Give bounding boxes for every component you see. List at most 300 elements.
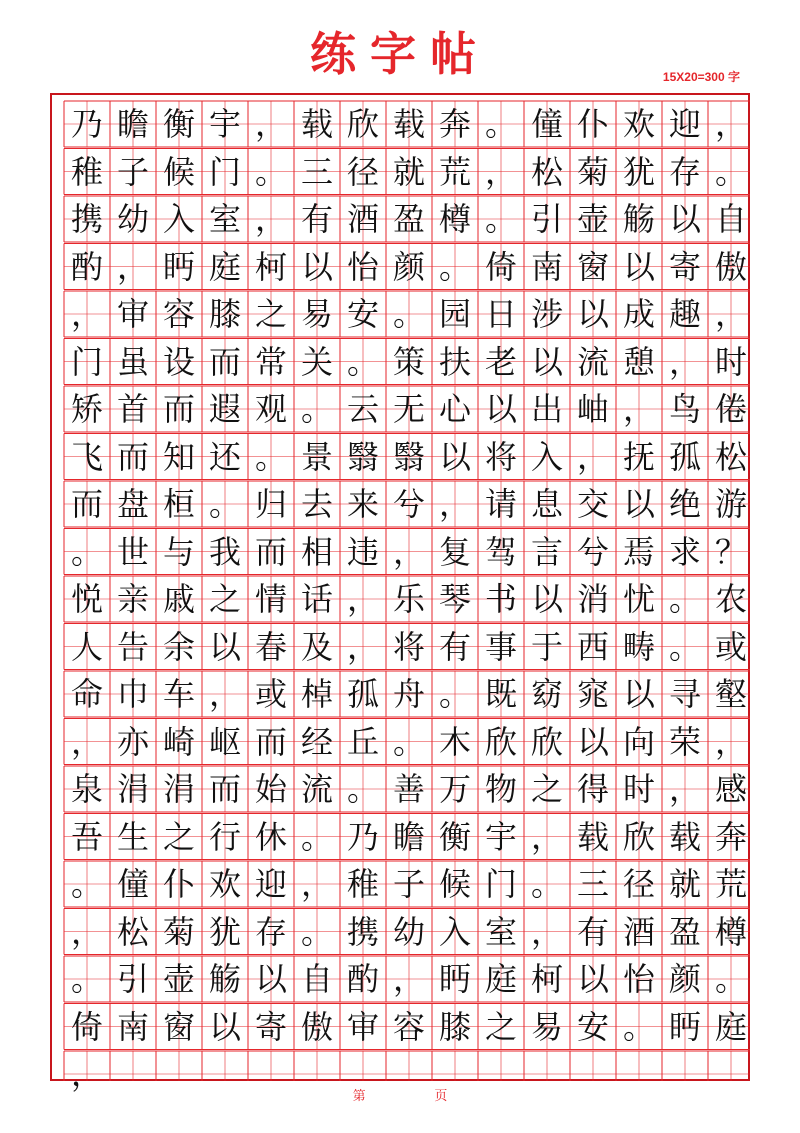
grid-character: 庭 — [484, 960, 517, 998]
grid-character: 入 — [438, 912, 471, 951]
grid-character: 入 — [530, 437, 563, 476]
grid-character: 倚 — [70, 1007, 103, 1046]
grid-character: 及 — [300, 627, 333, 666]
grid-character: 。 — [484, 105, 517, 143]
grid-character: 于 — [530, 627, 563, 666]
grid-character: ， — [668, 770, 701, 808]
grid-character: 盈 — [668, 912, 701, 951]
grid-character: 棹 — [300, 675, 333, 713]
grid-character: 觞 — [208, 960, 241, 998]
grid-character: 感 — [714, 770, 747, 808]
grid-character: 载 — [576, 817, 609, 856]
page-label-right: 页 — [434, 1089, 448, 1104]
grid-character: 安 — [576, 1007, 609, 1046]
grid-character: 瞻 — [116, 105, 149, 143]
grid-character: 焉 — [622, 532, 655, 571]
page-footer — [0, 1085, 800, 1104]
grid-character: 虽 — [116, 342, 149, 381]
grid-character: 交 — [576, 485, 609, 523]
grid-character: 松 — [530, 152, 563, 191]
grid-character: 乐 — [392, 580, 425, 618]
grid-character: 农 — [714, 580, 747, 618]
grid-character: ， — [70, 295, 103, 333]
grid-character: 稚 — [346, 865, 379, 903]
grid-character: 奔 — [438, 105, 471, 143]
grid-character: 僮 — [116, 865, 149, 903]
grid-character: 乃 — [70, 105, 103, 143]
grid-character: 。 — [714, 960, 747, 998]
page-label-left: 第 — [352, 1089, 366, 1104]
grid-character: 始 — [254, 770, 287, 808]
grid-character: ， — [530, 817, 563, 856]
grid-character: 室 — [208, 200, 241, 238]
grid-character: 。 — [254, 437, 287, 476]
grid-character: 命 — [70, 675, 103, 713]
grid-character: 憩 — [622, 342, 655, 381]
page-number-blank — [394, 1089, 406, 1104]
grid-character: 去 — [300, 485, 333, 523]
grid-character: 以 — [668, 200, 701, 238]
grid-character: 而 — [208, 770, 241, 808]
grid-character: 绝 — [668, 485, 701, 523]
grid-character: 眄 — [162, 247, 195, 286]
grid-character: 衡 — [162, 105, 195, 143]
grid-character: 之 — [162, 817, 195, 856]
grid-character: ， — [714, 105, 747, 143]
grid-character: 迎 — [254, 865, 287, 903]
grid-character: 崎 — [162, 722, 195, 761]
grid-character: 以 — [530, 580, 563, 618]
grid-character: 鸟 — [668, 390, 701, 428]
grid-character: 稚 — [70, 152, 103, 191]
grid-character: 岫 — [576, 390, 609, 428]
grid-character: 。 — [484, 200, 517, 238]
grid-character: 请 — [484, 485, 517, 523]
grid-character: 园 — [438, 295, 471, 333]
grid-character: 仆 — [576, 105, 609, 143]
grid-character: 琴 — [438, 580, 471, 618]
grid-character: 。 — [70, 865, 103, 903]
grid-character: ， — [70, 912, 103, 951]
grid-character: 犹 — [208, 912, 241, 951]
grid-character: 时 — [622, 770, 655, 808]
grid-character: 倚 — [484, 247, 517, 286]
grid-character: 。 — [300, 817, 333, 856]
grid-character: 壶 — [162, 960, 195, 998]
grid-character: 涉 — [530, 295, 563, 333]
grid-character: 生 — [116, 817, 149, 856]
grid-character: 欣 — [346, 105, 379, 143]
grid-character: 老 — [484, 342, 517, 381]
grid-character: 之 — [254, 295, 287, 333]
grid-character: 孤 — [668, 437, 701, 476]
grid-character: 既 — [484, 675, 517, 713]
grid-character: 庭 — [208, 247, 241, 286]
grid-character: 无 — [392, 390, 425, 428]
grid-character: 。 — [668, 627, 701, 666]
grid-character: 以 — [208, 627, 241, 666]
grid-character: 策 — [392, 342, 425, 381]
grid-character: 而 — [70, 485, 103, 523]
grid-character: 事 — [484, 627, 517, 666]
grid-character: 。 — [392, 295, 425, 333]
grid-character: 仆 — [162, 865, 195, 903]
grid-character: 易 — [300, 295, 333, 333]
grid-character: 松 — [116, 912, 149, 951]
grid-character: 欣 — [484, 722, 517, 761]
grid-character: 遐 — [208, 390, 241, 428]
grid-character: 门 — [208, 152, 241, 191]
grid-character: 以 — [622, 247, 655, 286]
grid-character: 之 — [484, 1007, 517, 1046]
grid-character: 将 — [392, 627, 425, 666]
grid-character: 而 — [254, 722, 287, 761]
grid-character: 趣 — [668, 295, 701, 333]
grid-character: 怡 — [346, 247, 379, 286]
grid-character: 载 — [392, 105, 425, 143]
grid-character: 引 — [116, 960, 149, 998]
grid-character: 知 — [162, 437, 195, 476]
grid-character: 幼 — [116, 200, 149, 238]
grid-character: 颜 — [668, 960, 701, 998]
grid-character: 宇 — [208, 105, 241, 143]
grid-character: 酒 — [622, 912, 655, 951]
grid-character: 酌 — [70, 247, 103, 286]
grid-character: 欣 — [622, 817, 655, 856]
grid-character: 成 — [622, 295, 655, 333]
grid-character: 携 — [70, 200, 103, 238]
grid-character: 景 — [300, 437, 333, 476]
grid-character: ， — [484, 152, 517, 191]
grid-character: 壶 — [576, 200, 609, 238]
grid-character: ， — [70, 1055, 103, 1093]
grid-character: 心 — [438, 390, 471, 428]
grid-character: 有 — [300, 200, 333, 238]
grid-character: 亦 — [116, 722, 149, 761]
grid-character: 孤 — [346, 675, 379, 713]
grid-character: ， — [116, 247, 149, 286]
grid-character: 出 — [530, 390, 563, 428]
grid-character: 物 — [484, 770, 517, 808]
grid-character: 盘 — [116, 485, 149, 523]
grid-character: 或 — [254, 675, 287, 713]
grid-character: 南 — [116, 1007, 149, 1046]
grid-character: ， — [392, 532, 425, 571]
grid-character: 南 — [530, 247, 563, 286]
grid-character: 。 — [392, 722, 425, 761]
grid-character: 。 — [346, 342, 379, 381]
grid-character: 桓 — [162, 485, 195, 523]
grid-character: 吾 — [70, 817, 103, 856]
grid-character: 庭 — [714, 1007, 747, 1046]
grid-character: 相 — [300, 532, 333, 571]
grid-character: 载 — [668, 817, 701, 856]
grid-character: 余 — [162, 627, 195, 666]
grid-character: 行 — [208, 817, 241, 856]
grid-character: 寻 — [668, 675, 701, 713]
grid-character: ， — [438, 485, 471, 523]
grid-character: 还 — [208, 437, 241, 476]
grid-character: 怡 — [622, 960, 655, 998]
grid-character: 情 — [254, 580, 287, 618]
grid-character: 子 — [116, 152, 149, 191]
grid-character: 寄 — [668, 247, 701, 286]
grid-character: 以 — [300, 247, 333, 286]
grid-character: 休 — [254, 817, 287, 856]
grid-character: 息 — [530, 485, 563, 523]
grid-character: 以 — [484, 390, 517, 428]
grid-character: 容 — [162, 295, 195, 333]
grid-character: 樽 — [714, 912, 747, 951]
grid-character: 盈 — [392, 200, 425, 238]
grid-character: 。 — [346, 770, 379, 808]
grid-character: 人 — [70, 627, 103, 666]
grid-character: 之 — [208, 580, 241, 618]
grid-character: 以 — [576, 722, 609, 761]
grid-character: 舟 — [392, 675, 425, 713]
grid-character: 驾 — [484, 532, 517, 571]
grid-character: 将 — [484, 437, 517, 476]
grid-character: 窈 — [530, 675, 563, 713]
grid-character: 涓 — [116, 770, 149, 808]
grid-character: 观 — [254, 390, 287, 428]
grid-character: 泉 — [70, 770, 103, 808]
grid-character: ， — [346, 627, 379, 666]
grid-character: 子 — [392, 865, 425, 903]
grid-character: 审 — [346, 1007, 379, 1046]
grid-character: 存 — [668, 152, 701, 191]
grid-character: 松 — [714, 437, 747, 476]
grid-character: 柯 — [254, 247, 287, 286]
grid-character: ， — [714, 722, 747, 761]
grid-character: 违 — [346, 532, 379, 571]
grid-character: 径 — [622, 865, 655, 903]
grid-character: 告 — [116, 627, 149, 666]
grid-character: 木 — [438, 722, 471, 761]
grid-character: 觞 — [622, 200, 655, 238]
grid-character: 有 — [438, 627, 471, 666]
page-title: 练字帖 — [310, 27, 490, 81]
grid-character: 眄 — [438, 960, 471, 998]
grid-character: 我 — [208, 532, 241, 571]
grid-character: ， — [530, 912, 563, 951]
grid-character: 窗 — [162, 1007, 195, 1046]
grid-character: 善 — [392, 770, 425, 808]
grid-character: ， — [392, 960, 425, 998]
grid-character: 。 — [254, 152, 287, 191]
grid-character: 樽 — [438, 200, 471, 238]
grid-character: 畴 — [622, 627, 655, 666]
grid-character: 时 — [714, 342, 747, 381]
grid-character: 设 — [162, 342, 195, 381]
grid-character: 荣 — [668, 722, 701, 761]
grid-character: 以 — [254, 960, 287, 998]
grid-character: 酒 — [346, 200, 379, 238]
grid-character: 游 — [714, 485, 747, 523]
grid-character: 颜 — [392, 247, 425, 286]
grid-character: ， — [254, 105, 287, 143]
grid-character: 常 — [254, 342, 287, 381]
grid-character: 飞 — [70, 437, 103, 476]
grid-character: 关 — [300, 342, 333, 381]
grid-character: ， — [254, 200, 287, 238]
grid-character: 载 — [300, 105, 333, 143]
grid-character: 。 — [622, 1007, 655, 1046]
grid-character: 。 — [70, 532, 103, 571]
grid-character: 欣 — [530, 722, 563, 761]
grid-character: 日 — [484, 295, 517, 333]
grid-character: 以 — [208, 1007, 241, 1046]
grid-character: 巾 — [116, 675, 149, 713]
grid-character: 消 — [576, 580, 609, 618]
grid-character: 乃 — [346, 817, 379, 856]
grid-character: 。 — [438, 247, 471, 286]
grid-character: 荒 — [438, 152, 471, 191]
grid-character: 戚 — [162, 580, 195, 618]
grid-character: 丘 — [346, 722, 379, 761]
grid-character: 岖 — [208, 722, 241, 761]
grid-character: 之 — [530, 770, 563, 808]
grid-character: 复 — [438, 532, 471, 571]
grid-character: 室 — [484, 912, 517, 951]
grid-character: 奔 — [714, 817, 747, 856]
grid-character: 径 — [346, 152, 379, 191]
grid-character: 以 — [576, 295, 609, 333]
grid-character: 西 — [576, 627, 609, 666]
grid-character: 傲 — [300, 1007, 333, 1046]
grid-character: ， — [208, 675, 241, 713]
grid-character: ？ — [714, 532, 747, 571]
grid-character: ， — [346, 580, 379, 618]
grid-character: 而 — [116, 437, 149, 476]
grid-character: 菊 — [162, 912, 195, 951]
grid-character: 书 — [484, 580, 517, 618]
grid-character: 三 — [576, 865, 609, 903]
grid-character: 以 — [438, 437, 471, 476]
grid-character: 来 — [346, 485, 379, 523]
grid-character: 携 — [346, 912, 379, 951]
grid-character: 而 — [254, 532, 287, 571]
grid-character: 兮 — [392, 485, 425, 523]
grid-character: 向 — [622, 722, 655, 761]
grid-character: 自 — [300, 960, 333, 998]
grid-character: 存 — [254, 912, 287, 951]
grid-character: 倦 — [714, 390, 747, 428]
grid-character: ， — [622, 390, 655, 428]
grid-character: 以 — [622, 675, 655, 713]
grid-character: 与 — [162, 532, 195, 571]
grid-character: 车 — [162, 675, 195, 713]
grid-character: 。 — [208, 485, 241, 523]
grid-character: 柯 — [530, 960, 563, 998]
grid-character: ， — [714, 295, 747, 333]
grid-character: ， — [576, 437, 609, 476]
grid-character: 酌 — [346, 960, 379, 998]
character-count-label: 15X20=300 字 — [662, 70, 740, 84]
grid-character: ， — [668, 342, 701, 381]
grid-character: 容 — [392, 1007, 425, 1046]
practice-grid-sheet — [50, 93, 750, 1093]
grid-character: 流 — [300, 770, 333, 808]
grid-character: 。 — [530, 865, 563, 903]
grid-character: 安 — [346, 295, 379, 333]
grid-character: 衡 — [438, 817, 471, 856]
grid-character: 忧 — [622, 580, 655, 618]
grid-character: 迎 — [668, 105, 701, 143]
grid-character: 兮 — [576, 532, 609, 571]
grid-character: 入 — [162, 200, 195, 238]
grid-character: 。 — [438, 675, 471, 713]
grid-character: 幼 — [392, 912, 425, 951]
grid-character: 审 — [116, 295, 149, 333]
grid-character: 有 — [576, 912, 609, 951]
grid-character: 经 — [300, 722, 333, 761]
grid-character: 荒 — [714, 865, 747, 903]
grid-character: 悦 — [70, 580, 103, 618]
grid-character: 首 — [116, 390, 149, 428]
grid-character: 。 — [70, 960, 103, 998]
grid-character: 自 — [714, 200, 747, 238]
grid-character: 。 — [668, 580, 701, 618]
grid-character: 就 — [392, 152, 425, 191]
grid-character: 瞻 — [392, 817, 425, 856]
grid-character: 。 — [300, 912, 333, 951]
grid-character: 易 — [530, 1007, 563, 1046]
grid-character: 候 — [438, 865, 471, 903]
grid-character: 话 — [300, 580, 333, 618]
grid-character: 矫 — [70, 390, 103, 428]
grid-character: 犹 — [622, 152, 655, 191]
grid-character: 翳 — [346, 437, 379, 476]
grid-character: 扶 — [438, 342, 471, 381]
grid-character: 欢 — [208, 865, 241, 903]
grid-character: 抚 — [622, 437, 655, 476]
grid-character: 春 — [254, 627, 287, 666]
grid-character: 。 — [714, 152, 747, 191]
grid-character: 求 — [668, 532, 701, 571]
grid-character: 云 — [346, 390, 379, 428]
grid-character: 得 — [576, 770, 609, 808]
grid-character: 门 — [484, 865, 517, 903]
grid-character: 翳 — [392, 437, 425, 476]
grid-character: 僮 — [530, 105, 563, 143]
grid-character: 眄 — [668, 1007, 701, 1046]
grid-character: 而 — [208, 342, 241, 381]
grid-character: 亲 — [116, 580, 149, 618]
grid-character: 寄 — [254, 1007, 287, 1046]
grid-character: 就 — [668, 865, 701, 903]
grid-character: 引 — [530, 200, 563, 238]
grid-character: ， — [70, 722, 103, 761]
grid-character: 言 — [530, 532, 563, 571]
grid-character: 膝 — [438, 1007, 471, 1046]
grid-character: 膝 — [208, 295, 241, 333]
grid-character: 世 — [116, 532, 149, 571]
grid-character: 傲 — [714, 247, 747, 286]
grid-character: 或 — [714, 627, 747, 666]
grid-character: 宇 — [484, 817, 517, 856]
grid-character: 而 — [162, 390, 195, 428]
grid-character: ， — [300, 865, 333, 903]
grid-character: 。 — [300, 390, 333, 428]
grid-character: 万 — [438, 770, 471, 808]
grid-character: 涓 — [162, 770, 195, 808]
grid-character: 窕 — [576, 675, 609, 713]
grid-character: 三 — [300, 152, 333, 191]
grid-character: 欢 — [622, 105, 655, 143]
grid-character: 窗 — [576, 247, 609, 286]
grid-character: 候 — [162, 152, 195, 191]
